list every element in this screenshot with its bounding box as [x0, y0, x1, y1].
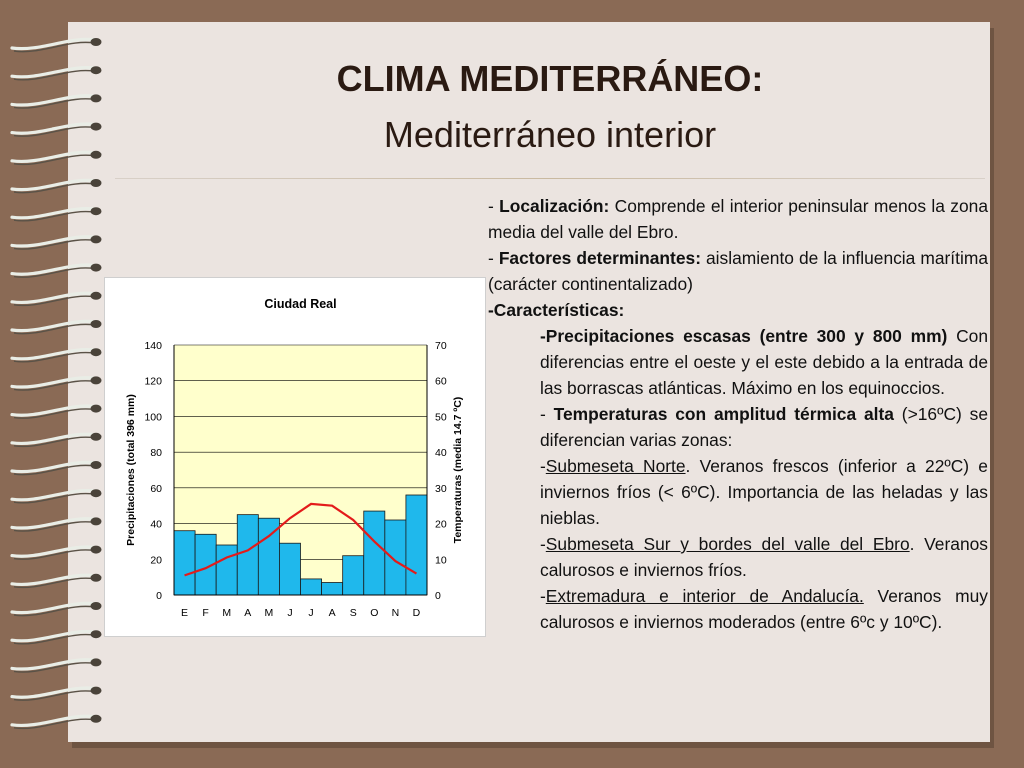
y-tick-label: 0: [156, 590, 162, 602]
y2-axis-label: Temperaturas (media 14.7 ºC): [452, 396, 464, 544]
y2-tick-label: 0: [435, 590, 441, 602]
precip-bar: [237, 515, 258, 595]
y-tick-label: 140: [144, 340, 162, 352]
slide-subtitle: Mediterráneo interior: [383, 114, 717, 155]
x-tick-label: J: [287, 607, 293, 619]
y-tick-label: 40: [150, 518, 162, 531]
title-divider: [115, 178, 985, 179]
y2-tick-label: 10: [435, 554, 447, 567]
precip-bar: [364, 511, 385, 595]
y-tick-label: 20: [150, 554, 162, 567]
y2-tick-label: 30: [435, 482, 447, 495]
y-axis-label: Precipitaciones (total 396 mm): [125, 394, 137, 546]
y2-tick-label: 70: [435, 340, 447, 352]
localizacion-paragraph: - Localización: Comprende el interior peninsular menos la zona media del valle del Ebro.: [488, 196, 988, 242]
x-tick-label: M: [222, 607, 232, 619]
x-tick-label: D: [412, 607, 421, 619]
chart-title: Ciudad Real: [264, 297, 337, 311]
precip-bar: [279, 543, 300, 595]
y2-tick-label: 20: [435, 518, 447, 531]
caracteristicas-heading: -Características:: [488, 300, 625, 320]
y-tick-label: 100: [144, 411, 162, 424]
precip-bar: [385, 520, 406, 595]
precip-bar: [343, 556, 364, 595]
y2-tick-label: 40: [435, 447, 447, 460]
x-tick-label: M: [264, 607, 274, 619]
x-tick-label: O: [370, 607, 379, 619]
y-tick-label: 80: [150, 447, 162, 460]
slide-title: CLIMA MEDITERRÁNEO:: [336, 58, 764, 99]
x-tick-label: E: [181, 607, 189, 619]
x-tick-label: N: [391, 607, 400, 619]
climograph: [105, 278, 485, 636]
description-text: [488, 193, 988, 635]
temperaturas-paragraph: - Temperaturas con amplitud térmica alta (>16ºC) se diferencian varias zonas:: [540, 404, 988, 450]
precip-bar: [406, 495, 427, 595]
x-tick-label: J: [308, 607, 314, 619]
x-tick-label: S: [349, 607, 357, 619]
submeseta-norte-paragraph: -Submeseta Norte. Veranos frescos (inferior a 22ºC) e inviernos fríos (< 6ºC). Importancia de las heladas y las nieblas.: [540, 456, 988, 528]
extremadura-paragraph: -Extremadura e interior de Andalucía. Veranos muy calurosos e inviernos moderados (entre 6ºc y 10ºC).: [540, 586, 988, 632]
y2-tick-label: 60: [435, 375, 447, 388]
x-tick-label: A: [328, 607, 336, 619]
precipitaciones-paragraph: -Precipitaciones escasas (entre 300 y 800 mm) Con diferencias entre el oeste y el este debido a la entrada de las borrascas atlánticas. Máximo en los equinoccios.: [540, 326, 989, 398]
x-tick-label: F: [202, 607, 209, 619]
submeseta-sur-paragraph: -Submeseta Sur y bordes del valle del Ebro. Veranos calurosos e inviernos fríos.: [540, 534, 988, 580]
y-tick-label: 60: [150, 482, 162, 495]
x-tick-label: A: [244, 607, 252, 619]
precip-bar: [301, 579, 322, 595]
precip-bar: [322, 583, 343, 596]
spiral-binding-icon: [0, 0, 120, 768]
climate-chart: [104, 277, 486, 637]
y-tick-label: 120: [144, 375, 162, 388]
factores-paragraph: - Factores determinantes: aislamiento de la influencia marítima (carácter continentalizado): [488, 248, 988, 294]
precip-bar: [216, 545, 237, 595]
precip-bar: [174, 531, 195, 595]
y2-tick-label: 50: [435, 411, 447, 424]
